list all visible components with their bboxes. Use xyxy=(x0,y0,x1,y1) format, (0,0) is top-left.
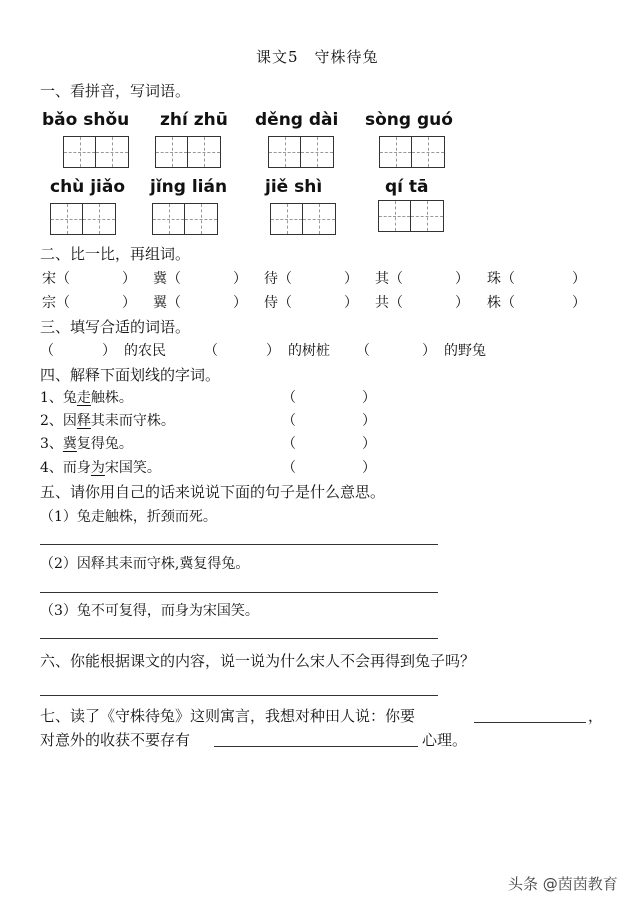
compare-char: 其 xyxy=(375,271,389,287)
pinyin-4: sòng guó xyxy=(365,110,453,130)
paren-open: （ xyxy=(282,436,296,452)
writing-grid-8[interactable] xyxy=(378,200,444,232)
paren-open: （ xyxy=(501,271,515,287)
paren-open: （ xyxy=(389,271,403,287)
paren-close: ） xyxy=(422,343,436,359)
fill-item-1: 的农民 xyxy=(124,343,166,359)
paren-open: （ xyxy=(40,343,54,359)
item-number: 1、 xyxy=(40,390,63,406)
paren-close: ） xyxy=(233,295,247,311)
pinyin-6: jǐng lián xyxy=(150,177,228,197)
item-text: 兔 xyxy=(62,390,77,406)
underlined-word: 释 xyxy=(76,413,91,429)
paren-close: ） xyxy=(572,295,586,311)
paren-open: （ xyxy=(501,295,515,311)
paren-open: （ xyxy=(282,460,296,476)
explain-item xyxy=(40,433,133,453)
paren-open: （ xyxy=(282,390,296,406)
paren-open: （ xyxy=(56,295,70,311)
item-text: 复得兔。 xyxy=(76,436,133,452)
paren-open: （ xyxy=(278,271,292,287)
paren-close: ） xyxy=(362,413,376,429)
paren-close: ） xyxy=(344,295,358,311)
item-number: 4、 xyxy=(40,460,63,476)
section-7-line-1: 七、读了《守株待兔》这则寓言，我想对种田人说：你要 xyxy=(40,707,416,725)
explain-item xyxy=(40,387,133,407)
writing-grid-3[interactable] xyxy=(268,136,334,168)
paren-close: ） xyxy=(233,271,247,287)
section-2-heading: 二、比一比，再组词。 xyxy=(40,245,191,263)
paren-close: ） xyxy=(572,271,586,287)
underlined-word: 为 xyxy=(90,460,105,476)
item-number: 2、 xyxy=(40,413,63,429)
writing-grid-5[interactable] xyxy=(50,203,116,235)
pinyin-7: jiě shì xyxy=(265,177,323,197)
sentence-1: （1）兔走触株，折颈而死。 xyxy=(40,509,217,525)
paren-close: ） xyxy=(455,271,469,287)
sentence-3: （3）兔不可复得，而身为宋国笑。 xyxy=(40,603,259,619)
paren-close: ） xyxy=(362,436,376,452)
pinyin-3: děng dài xyxy=(255,110,339,130)
compare-char: 宗 xyxy=(42,295,56,311)
compare-char: 株 xyxy=(487,295,501,311)
item-text: 触株。 xyxy=(90,390,133,406)
section-4-heading: 四、解释下面划线的字词。 xyxy=(40,366,221,384)
paren-open: （ xyxy=(282,413,296,429)
compare-char: 待 xyxy=(264,271,278,287)
section-5-heading: 五、请你用自己的话来说说下面的句子是什么意思。 xyxy=(40,483,386,501)
answer-line-1[interactable] xyxy=(40,544,438,545)
compare-char: 珠 xyxy=(487,271,501,287)
item-text: 宋国笑。 xyxy=(104,460,161,476)
section-7-line-2: 对意外的收获不要存有 xyxy=(40,731,191,749)
item-text: 因 xyxy=(62,413,77,429)
explain-item xyxy=(40,410,175,430)
compare-char: 宋 xyxy=(42,271,56,287)
writing-grid-2[interactable] xyxy=(155,136,221,168)
writing-grid-1[interactable] xyxy=(63,136,129,168)
fill-item-3: 的野兔 xyxy=(444,343,486,359)
paren-open: （ xyxy=(56,271,70,287)
paren-open: （ xyxy=(389,295,403,311)
paren-close: ） xyxy=(122,271,136,287)
paren-close: ） xyxy=(122,295,136,311)
pinyin-1: bǎo shǒu xyxy=(42,110,130,130)
compare-char: 侍 xyxy=(264,295,278,311)
paren-close: ） xyxy=(362,390,376,406)
section-7-line-1-end: ， xyxy=(588,707,604,725)
writing-grid-4[interactable] xyxy=(379,136,445,168)
section-3-heading: 三、填写合适的词语。 xyxy=(40,318,191,336)
item-number: 3、 xyxy=(40,436,63,452)
compare-char: 共 xyxy=(375,295,389,311)
pinyin-2: zhí zhū xyxy=(160,110,228,130)
paren-close: ） xyxy=(102,343,116,359)
paren-open: （ xyxy=(278,295,292,311)
item-text: 其耒而守株。 xyxy=(90,413,175,429)
pinyin-8: qí tā xyxy=(385,177,429,197)
writing-grid-6[interactable] xyxy=(152,203,218,235)
item-text: 而身 xyxy=(62,460,91,476)
answer-line-4[interactable] xyxy=(40,695,438,696)
section-7-line-2-end: 心理。 xyxy=(422,731,468,749)
paren-open: （ xyxy=(167,271,181,287)
underlined-word: 冀 xyxy=(62,436,77,452)
section-1-heading: 一、看拼音，写词语。 xyxy=(40,82,191,100)
answer-line-3[interactable] xyxy=(40,638,438,639)
explain-item xyxy=(40,457,161,477)
paren-close: ） xyxy=(344,271,358,287)
compare-char: 冀 xyxy=(153,271,167,287)
answer-line-2[interactable] xyxy=(40,592,438,593)
paren-open: （ xyxy=(356,343,370,359)
underlined-word: 走 xyxy=(76,390,91,406)
writing-grid-7[interactable] xyxy=(270,203,336,235)
page-title: 课文5 守株待兔 xyxy=(256,48,379,66)
answer-blank-1[interactable] xyxy=(474,722,586,723)
paren-close: ） xyxy=(455,295,469,311)
section-6-heading: 六、你能根据课文的内容，说一说为什么宋人不会再得到兔子吗？ xyxy=(40,652,476,670)
paren-open: （ xyxy=(167,295,181,311)
paren-close: ） xyxy=(266,343,280,359)
pinyin-5: chù jiǎo xyxy=(50,177,126,197)
paren-close: ） xyxy=(362,460,376,476)
watermark: 头条 @茵茵教育 xyxy=(508,875,618,893)
sentence-2: （2）因释其耒而守株,冀复得兔。 xyxy=(40,556,250,572)
fill-item-2: 的树桩 xyxy=(288,343,330,359)
paren-open: （ xyxy=(204,343,218,359)
compare-char: 翼 xyxy=(153,295,167,311)
answer-blank-2[interactable] xyxy=(214,746,418,747)
